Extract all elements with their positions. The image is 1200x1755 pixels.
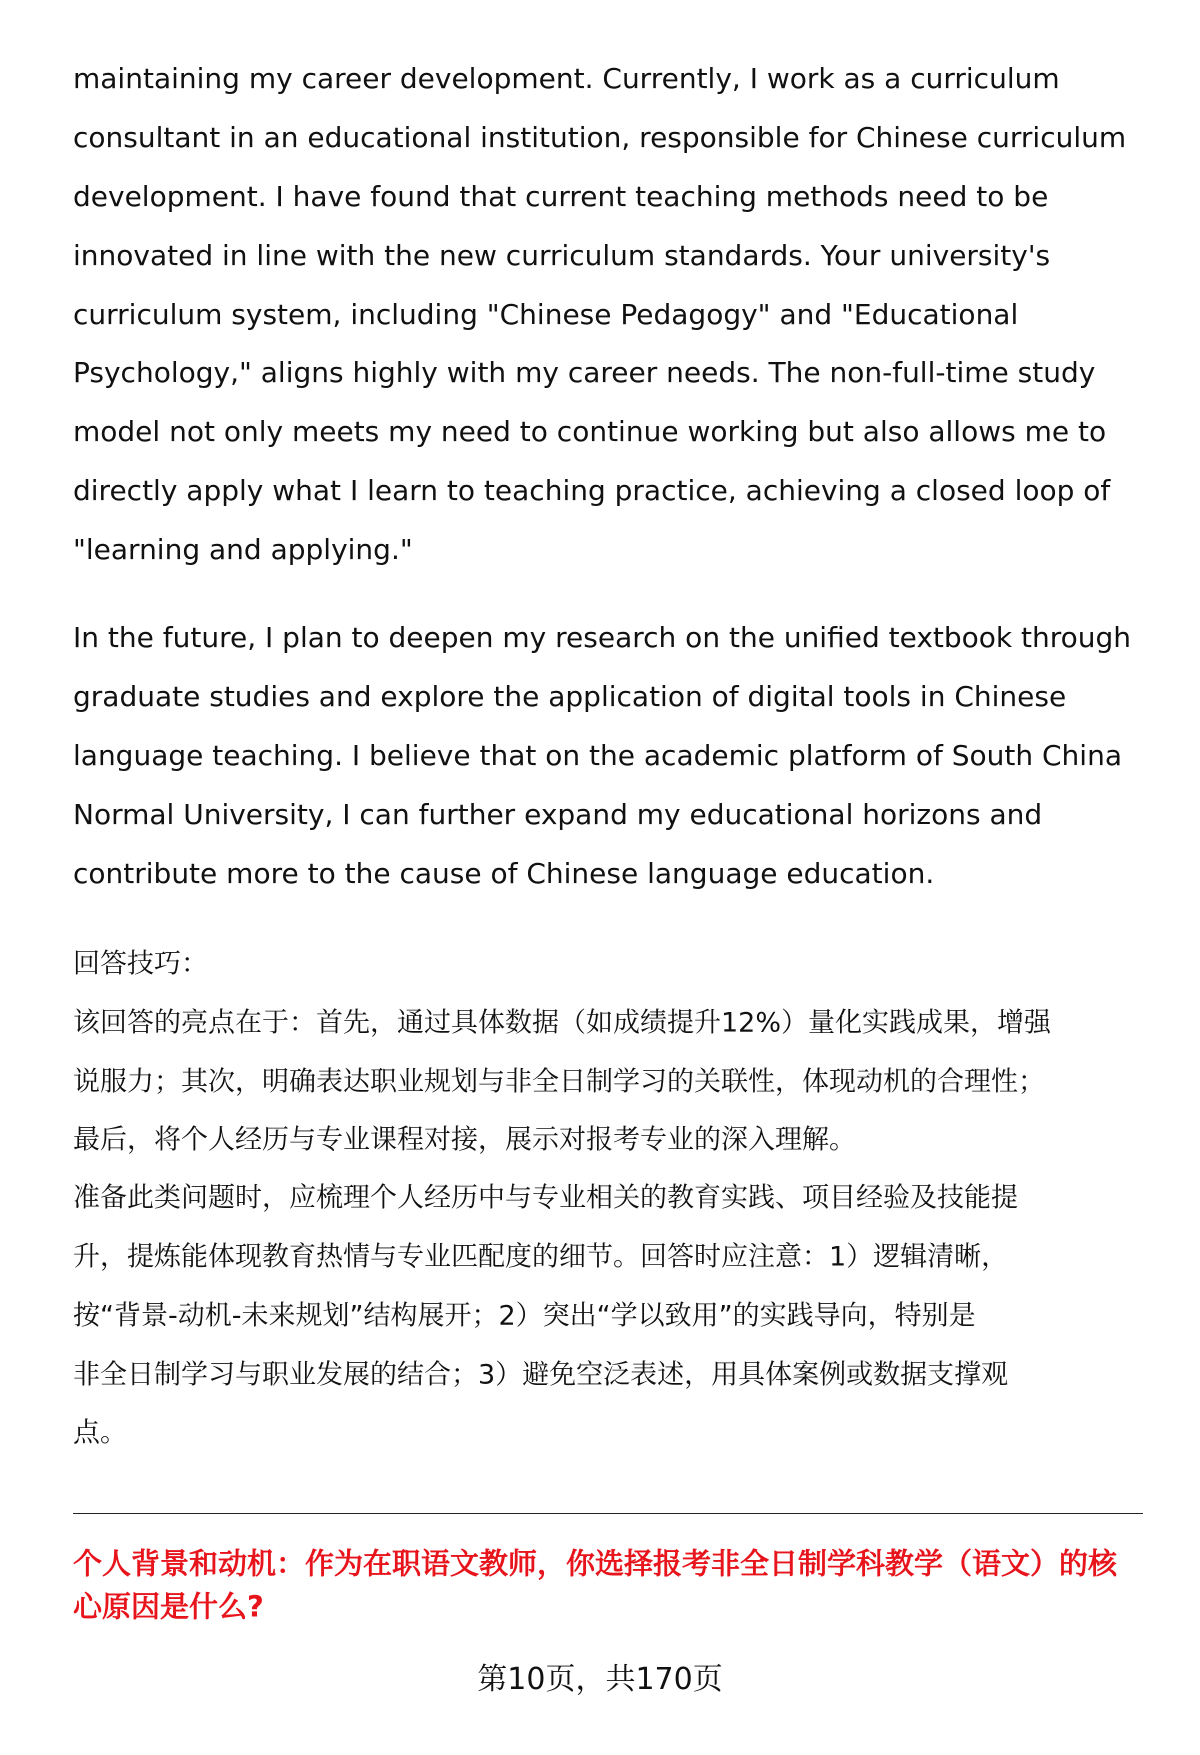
tips-heading: 回答技巧： (73, 948, 208, 980)
text-line: contribute more to the cause of Chinese language education. (73, 857, 935, 890)
text-line: innovated in line with the new curriculum standards. Your university's (73, 239, 1051, 272)
text-line: model not only meets my need to continue working but also allows me to (73, 415, 1107, 448)
text-line: language teaching. I believe that on the academic platform of South China (73, 739, 1122, 772)
text-line: curriculum system, including "Chinese Pedagogy" and "Educational (73, 298, 1019, 331)
text-line: 最后，将个人经历与专业课程对接，展示对报考专业的深入理解。 (73, 1124, 856, 1156)
text-line: 非全日制学习与职业发展的结合；3）避免空泛表述，用具体案例或数据支撑观 (73, 1359, 1009, 1391)
text-line: maintaining my career development. Currently, I work as a curriculum (73, 62, 1060, 95)
text-line: development. I have found that current teaching methods need to be (73, 180, 1049, 213)
text-line: 升，提炼能体现教育热情与专业匹配度的细节。回答时应注意：1）逻辑清晰， (73, 1241, 1009, 1273)
question-line: 个人背景和动机：作为在职语文教师，你选择报考非全日制学科教学（语文）的核 (73, 1546, 1118, 1581)
section-divider (73, 1513, 1143, 1514)
text-line: 准备此类问题时，应梳理个人经历中与专业相关的教育实践、项目经验及技能提 (73, 1182, 1018, 1214)
text-line: Psychology," aligns highly with my career needs. The non-full-time study (73, 356, 1096, 389)
text-line: 点。 (73, 1417, 127, 1449)
text-line: "learning and applying." (73, 533, 413, 566)
text-line: 该回答的亮点在于：首先，通过具体数据（如成绩提升12%）量化实践成果，增强 (73, 1007, 1052, 1039)
text-line: Normal University, I can further expand my educational horizons and (73, 798, 1043, 831)
text-line: consultant in an educational institution, responsible for Chinese curriculum (73, 121, 1127, 154)
text-line: directly apply what I learn to teaching practice, achieving a closed loop of (73, 474, 1111, 507)
text-line: 按“背景-动机-未来规划”结构展开；2）突出“学以致用”的实践导向，特别是 (73, 1300, 976, 1332)
text-line: 说服力；其次，明确表达职业规划与非全日制学习的关联性，体现动机的合理性； (73, 1066, 1045, 1098)
page-number: 第10页，共170页 (477, 1662, 723, 1697)
text-line: graduate studies and explore the application of digital tools in Chinese (73, 680, 1067, 713)
text-line: In the future, I plan to deepen my research on the unified textbook through (73, 621, 1132, 654)
question-line: 心原因是什么? (73, 1589, 264, 1624)
